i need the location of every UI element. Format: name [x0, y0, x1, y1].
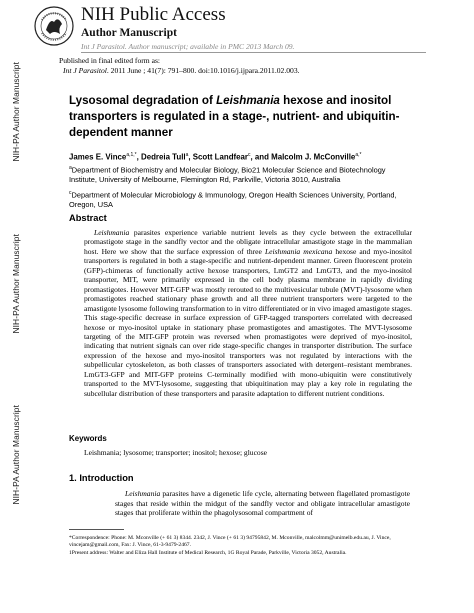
journal-name: Int J Parasitol — [63, 66, 107, 75]
author-sup: a,1,* — [126, 152, 137, 158]
keywords-list: Leishmania; lysosome; transporter; inositol; hexose; glucose — [84, 448, 267, 457]
header-title: NIH Public Access — [81, 4, 226, 25]
author-name: Malcolm J. McConville — [271, 152, 356, 162]
published-reference — [63, 66, 300, 75]
footnote-rule — [69, 529, 124, 530]
author-name: James E. Vince — [69, 152, 127, 162]
affiliation-sup: a — [69, 165, 72, 171]
introduction-heading: 1. Introduction — [69, 473, 134, 483]
published-line: Published in final edited form as: — [59, 56, 161, 65]
abstract-italic: Leishmania — [94, 228, 130, 237]
intro-italic: Leishmania — [125, 489, 161, 498]
affiliation-a — [69, 163, 414, 185]
title-italic: Leishmania — [216, 94, 280, 107]
abstract-text: hexose and myo-inositol transporters is regulated in both a stage-specific and nutrient-dependent manner. Green fluorescent protein (GFP)-chimeras of functionally active hexose transporters, LmGT2 and LmGT3, and the myo-inositol transporter, MIT, were primarily expressed in the cell body plasma membrane in rapidly dividing promastigotes. However MIT-GFP was mostly rerouted to the multivesicular tubule (MVT)-lysosome when promastigotes reached stationary phase growth and all three nutrient transporters were targeted to the amastigote lysosome following transformation to in vitro differentiated or in vivo imaged amastigote stages. This stage-specific decrease in surface expression of GFP-tagged transporters correlated with decreased hexose or myo-inositol uptake in stationary phase promastigotes and amastigotes. The MVT-lysosome targeting of the MIT-GFP protein was reversed when promastigotes were deprived of myo-inositol, indicating that nutrient signals can over ride stage-specific changes in transporter distribution. The surface expression of the hexose and myo-inositol transporters was not regulated by interactions with the subpellicular cytoskeleton, as both classes of transporters associated with detergent–resistant membranes. LmGT3-GFP and MIT-GFP proteins C-terminally modified with mono-ubiquitin were constitutively transported to the MVT-lysosome, suggesting that ubiquitination may play a key role in regulating the subcellular distribution of these transporters and parasite adaptation to different nutrient conditions. — [84, 246, 413, 398]
abstract-body — [84, 228, 412, 398]
header-citation: Int J Parasitol. Author manuscript; available in PMC 2013 March 09. — [81, 42, 295, 51]
keywords-heading: Keywords — [69, 434, 107, 443]
intro-text: parasites have a digenetic life cycle, alternating between flagellated promastigote stages that reside within the midgut of the sandfly vector and obligate intracellular amastigote stages that proliferate within the phagolysosomal compartment of — [115, 489, 410, 518]
footnote-present-address: 1Present address: Walter and Eliza Hall Institute of Medical Research, 1G Royal Parade, Parkville, Victoria 3052, Australia. — [69, 549, 347, 556]
author-list: James E. Vince$^{a,1,*}$, Dedreia Tull$^a$, Scott Landfear$^c$, and Malcolm J. McConville$^{a,*}$ — [69, 152, 362, 162]
reference-details: . 2011 June ; 41(7): 791–800. doi:10.1016/j.ijpara.2011.02.003. — [106, 66, 300, 75]
title-part: Lysosomal degradation of — [69, 94, 217, 107]
abstract-heading: Abstract — [69, 213, 107, 223]
paper-title — [69, 93, 414, 141]
side-label-bottom: NIH-PA Author Manuscript — [11, 405, 21, 505]
author-sup: a — [185, 152, 189, 158]
affiliation-text: Department of Molecular Microbiology & Immunology, Oregon Health Sciences University, Portland, Oregon, USA — [69, 190, 397, 210]
side-label-middle: NIH-PA Author Manuscript — [11, 234, 21, 334]
hhs-seal-logo — [34, 6, 74, 46]
affiliation-sup: c — [69, 190, 72, 196]
side-label-top: NIH-PA Author Manuscript — [11, 62, 21, 162]
footnote-correspondence: *Correspondence: Phone: M. Mconville (+ 61 3) 8344. 2342, J. Vince (+ 61 3) 94795842, M. Mconville, malcolmm@unimelb.edu.au, J. Vince, vincejam@gmail.com, Fax: J. Vince, 61-3-9479-2467. — [69, 535, 391, 549]
author-sup: c — [248, 152, 251, 158]
abstract-text: parasites experience variable nutrient levels as they cycle between the extracellular promastigote stage in the sandfly vector and the obligate intracellular amastigote stage in the mammalian host. Here we show that the surface expression of three — [84, 228, 412, 256]
affiliation-c — [69, 188, 414, 210]
title-part: hexose and inositol transporters is regulated in a stage-, nutrient- and ubiquitin-dependent manner — [69, 94, 400, 139]
introduction-body — [115, 489, 410, 518]
author-name: Dedreia Tull — [141, 152, 186, 162]
footnotes — [69, 535, 414, 557]
affiliation-text: Department of Biochemistry and Molecular Biology, Bio21 Molecular Science and Biotechnology Institute, University of Melbourne, Flemington Rd, Parkville, Victoria 3010, Australia — [69, 165, 386, 185]
author-name: Scott Landfear — [192, 152, 249, 162]
header-rule — [81, 52, 426, 53]
abstract-italic: Leishmania mexicana — [264, 246, 333, 256]
header-subtitle: Author Manuscript — [81, 27, 177, 39]
author-sup: a,* — [355, 152, 362, 158]
